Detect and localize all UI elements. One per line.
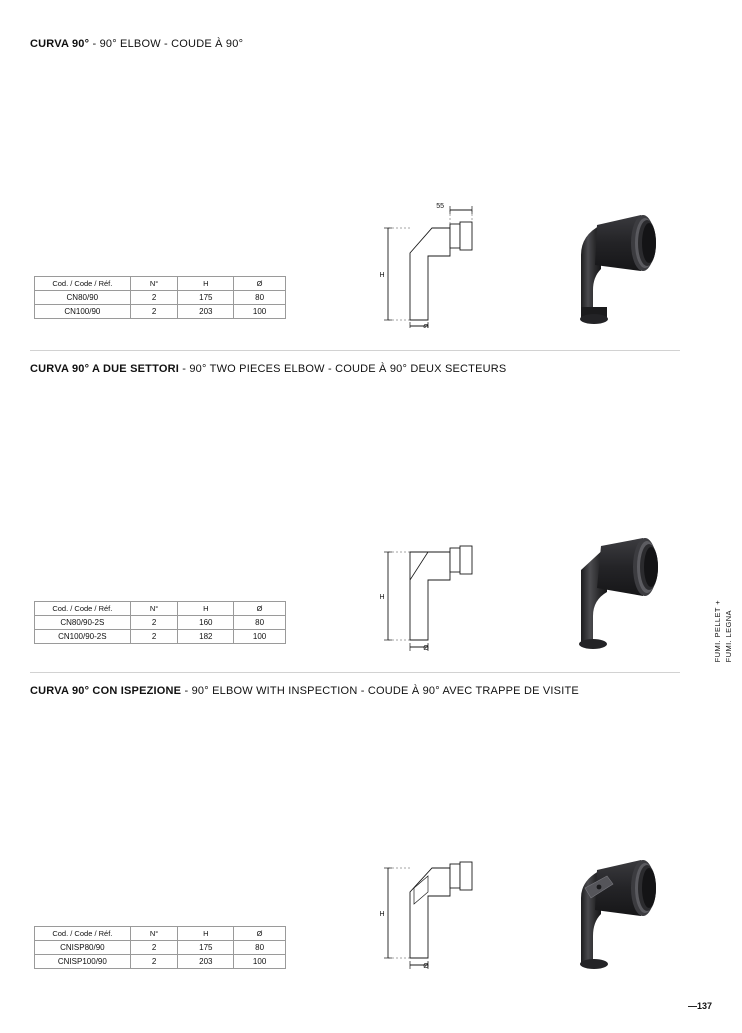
col-header-code: Cod. / Code / Réf. (35, 277, 131, 291)
col-header-number: N° (130, 277, 178, 291)
table-row (35, 630, 286, 644)
cell-code: CN80/90 (35, 291, 131, 305)
col-header-code: Cod. / Code / Réf. (35, 927, 131, 941)
table-row (35, 616, 286, 630)
section-title-rest-1: - 90° ELBOW - COUDE À 90° (89, 38, 244, 50)
col-header-diameter: Ø (234, 927, 286, 941)
col-header-number: N° (130, 927, 178, 941)
technical-drawing-3 (370, 848, 510, 973)
table-row (35, 305, 286, 319)
drawing-dim-diameter-1: Ø (423, 324, 429, 328)
col-header-h: H (178, 277, 234, 291)
col-header-h: H (178, 927, 234, 941)
section-divider-1 (30, 350, 680, 351)
technical-drawing-1 (370, 198, 510, 328)
cell-number: 2 (130, 305, 178, 319)
side-tab-label (712, 600, 734, 662)
table-header-row (35, 602, 286, 616)
cell-number: 2 (130, 941, 178, 955)
spec-table-3 (34, 926, 286, 969)
elbow-drawing-svg-1 (370, 198, 510, 328)
section-title-bold-2: CURVA 90° A DUE SETTORI (30, 363, 179, 375)
cell-number: 2 (130, 291, 178, 305)
cell-diameter: 100 (234, 955, 286, 969)
col-header-diameter: Ø (234, 602, 286, 616)
cell-h: 203 (178, 955, 234, 969)
col-header-h: H (178, 602, 234, 616)
side-label-line-2: FUMI. LEGNA (724, 610, 733, 663)
cell-h: 160 (178, 616, 234, 630)
cell-h: 175 (178, 941, 234, 955)
cell-h: 203 (178, 305, 234, 319)
side-label-line-1: FUMI. PELLET + (713, 600, 722, 663)
section-divider-2 (30, 672, 680, 673)
cell-number: 2 (130, 616, 178, 630)
technical-drawing-2 (370, 530, 510, 655)
cell-code: CN100/90-2S (35, 630, 131, 644)
cell-diameter: 80 (234, 616, 286, 630)
section-title-bold-1: CURVA 90° (30, 38, 90, 50)
cell-code: CNISP100/90 (35, 955, 131, 969)
product-photo-2 (545, 520, 685, 655)
product-photo-3 (545, 840, 685, 975)
drawing-dim-height-1: H (379, 272, 385, 279)
elbow-photo-svg-1 (545, 195, 685, 325)
table-row (35, 955, 286, 969)
section-heading-1 (30, 38, 243, 50)
col-header-code: Cod. / Code / Réf. (35, 602, 131, 616)
elbow-drawing-svg-3 (370, 848, 510, 973)
cell-h: 175 (178, 291, 234, 305)
section-title-rest-2: - 90° TWO PIECES ELBOW - COUDE À 90° DEUX SECTEURS (178, 363, 507, 375)
drawing-dim-height-2: H (379, 594, 385, 601)
drawing-dim-diameter-3: Ø (423, 963, 429, 970)
section-heading-2 (30, 363, 506, 375)
drawing-dim-diameter-2: Ø (423, 645, 429, 652)
cell-diameter: 100 (234, 630, 286, 644)
page-number: —137 (687, 1001, 712, 1011)
section-title-bold-3: CURVA 90° CON ISPEZIONE (30, 685, 182, 697)
elbow-photo-svg-2 (545, 520, 685, 650)
cell-diameter: 100 (234, 305, 286, 319)
cell-code: CNISP80/90 (35, 941, 131, 955)
cell-h: 182 (178, 630, 234, 644)
section-heading-3 (30, 685, 579, 697)
table-row (35, 941, 286, 955)
elbow-photo-svg-3 (545, 840, 685, 970)
drawing-dim-top-1: 55 (436, 203, 444, 210)
spec-table-1 (34, 276, 286, 319)
section-title-rest-3: - 90° ELBOW WITH INSPECTION - COUDE À 90° AVEC TRAPPE DE VISITE (181, 685, 579, 697)
cell-code: CN100/90 (35, 305, 131, 319)
spec-table-2 (34, 601, 286, 644)
table-header-row (35, 277, 286, 291)
product-photo-1 (545, 195, 685, 330)
cell-number: 2 (130, 955, 178, 969)
col-header-diameter: Ø (234, 277, 286, 291)
table-row (35, 291, 286, 305)
col-header-number: N° (130, 602, 178, 616)
cell-diameter: 80 (234, 941, 286, 955)
table-header-row (35, 927, 286, 941)
cell-code: CN80/90-2S (35, 616, 131, 630)
elbow-drawing-svg-2 (370, 530, 510, 655)
cell-diameter: 80 (234, 291, 286, 305)
cell-number: 2 (130, 630, 178, 644)
drawing-dim-height-3: H (379, 911, 385, 918)
